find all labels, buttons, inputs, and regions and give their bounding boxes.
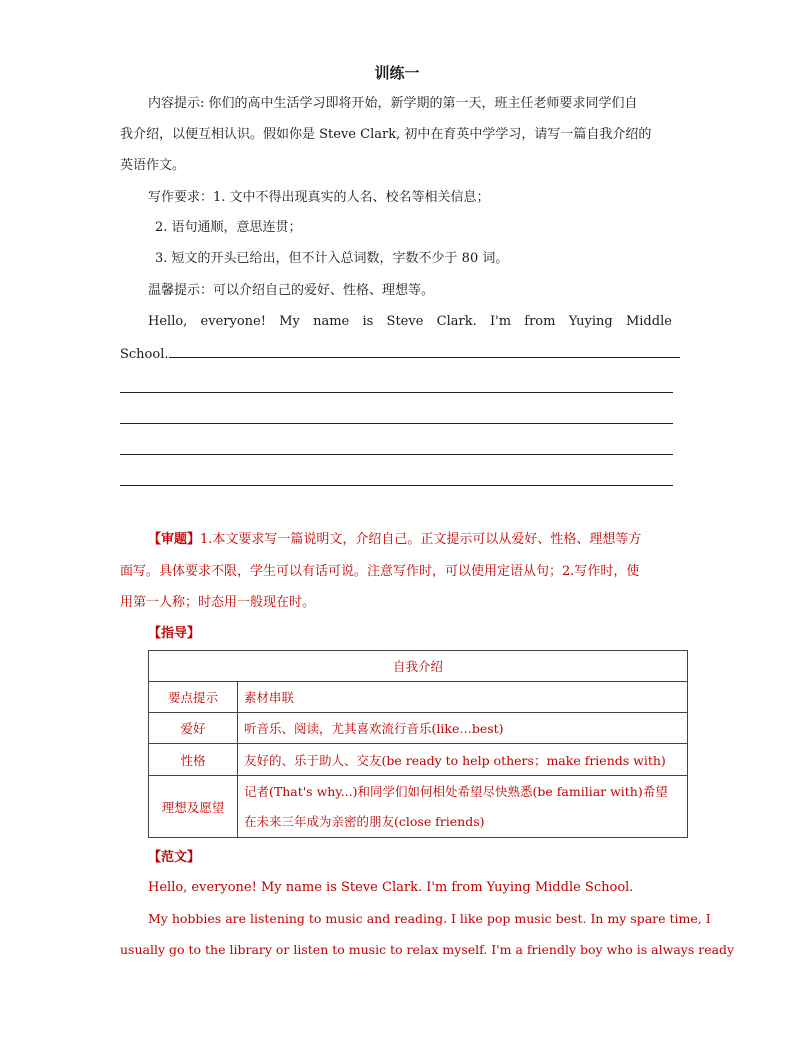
answer-line[interactable] [120, 454, 673, 455]
opening-word: Middle [625, 314, 672, 329]
opening-word: from [524, 314, 556, 329]
opening-word: Clark. [436, 314, 477, 329]
opening-word: Steve [386, 314, 424, 329]
opening-word: name [313, 314, 350, 329]
page-title: 训练一 [374, 64, 420, 82]
sample-label: 【范文】 [148, 850, 201, 865]
warm-tip: 温馨提示：可以介绍自己的爱好、性格、理想等。 [148, 283, 435, 298]
sample-line-2: My hobbies are listening to music and reading. I like pop music best. In my spare time, I [148, 911, 711, 926]
table-col-header: 要点提示 [149, 682, 238, 713]
opening-school: School. [120, 347, 169, 362]
prompt-line-2: 我介绍，以便互相认识。假如你是 Steve Clark, 初中在育英中学学习，请写一篇自我介绍的 [120, 127, 652, 142]
sample-line-1: Hello, everyone! My name is Steve Clark. I'm from Yuying Middle School. [148, 880, 634, 895]
answer-blank-inline[interactable] [169, 343, 680, 358]
opening-word: Yuying [568, 314, 613, 329]
analysis-label: 【审题】 [148, 532, 201, 547]
prompt-line-3: 英语作文。 [120, 158, 186, 173]
analysis-line-3: 用第一人称；时态用一般现在时。 [120, 595, 316, 610]
opening-word: My [279, 314, 300, 329]
requirement-2: 2. 语句通顺，意思连贯； [155, 220, 302, 235]
answer-line[interactable] [120, 485, 673, 486]
requirement-1: 写作要求：1. 文中不得出现真实的人名、校名等相关信息； [148, 190, 490, 205]
opening-word: is [362, 314, 374, 329]
opening-line-2 [120, 343, 675, 365]
guide-table [148, 650, 688, 838]
requirement-3: 3. 短文的开头已给出，但不计入总词数，字数不少于 80 词。 [155, 251, 509, 266]
opening-line-1 [148, 312, 672, 332]
table-cell-value: 友好的、乐于助人、交友(be ready to help others；make friends with) [238, 744, 688, 776]
table-row [149, 713, 688, 744]
table-row [149, 682, 688, 713]
table-cell-value: 听音乐、阅读，尤其喜欢流行音乐(like…best) [238, 713, 688, 744]
table-cell-key: 爱好 [149, 713, 238, 744]
table-cell-value-line: 在未来三年成为亲密的朋友(close friends) [244, 813, 485, 829]
answer-line[interactable] [120, 423, 673, 424]
opening-word: everyone! [200, 314, 266, 329]
table-row [149, 744, 688, 776]
table-col-header: 素材串联 [238, 682, 688, 713]
table-cell-key: 理想及愿望 [149, 776, 238, 838]
table-cell-value-line: 记者(That's why...)和同学们如何相处希望尽快熟悉(be familiar with)希望 [244, 783, 668, 799]
opening-word: I'm [489, 314, 512, 329]
answer-line[interactable] [120, 392, 673, 393]
guide-label: 【指导】 [148, 626, 201, 641]
table-cell-value [238, 776, 688, 838]
sample-line-3: usually go to the library or listen to music to relax myself. I'm a friendly boy who is always ready [120, 942, 735, 957]
analysis-line-2: 面写。具体要求不限，学生可以有话可说。注意写作时，可以使用定语从句；2.写作时，使 [120, 564, 640, 579]
analysis-line-1 [148, 530, 675, 550]
table-cell-key: 性格 [149, 744, 238, 776]
table-header: 自我介绍 [149, 651, 688, 682]
table-row [149, 776, 688, 838]
opening-word: Hello, [148, 314, 188, 329]
prompt-line-1: 内容提示: 你们的高中生活学习即将开始，新学期的第一天，班主任老师要求同学们自 [148, 96, 638, 111]
analysis-text-1: 1.本文要求写一篇说明文，介绍自己。正文提示可以从爱好、性格、理想等方 [200, 532, 642, 547]
table-header-row [149, 651, 688, 682]
